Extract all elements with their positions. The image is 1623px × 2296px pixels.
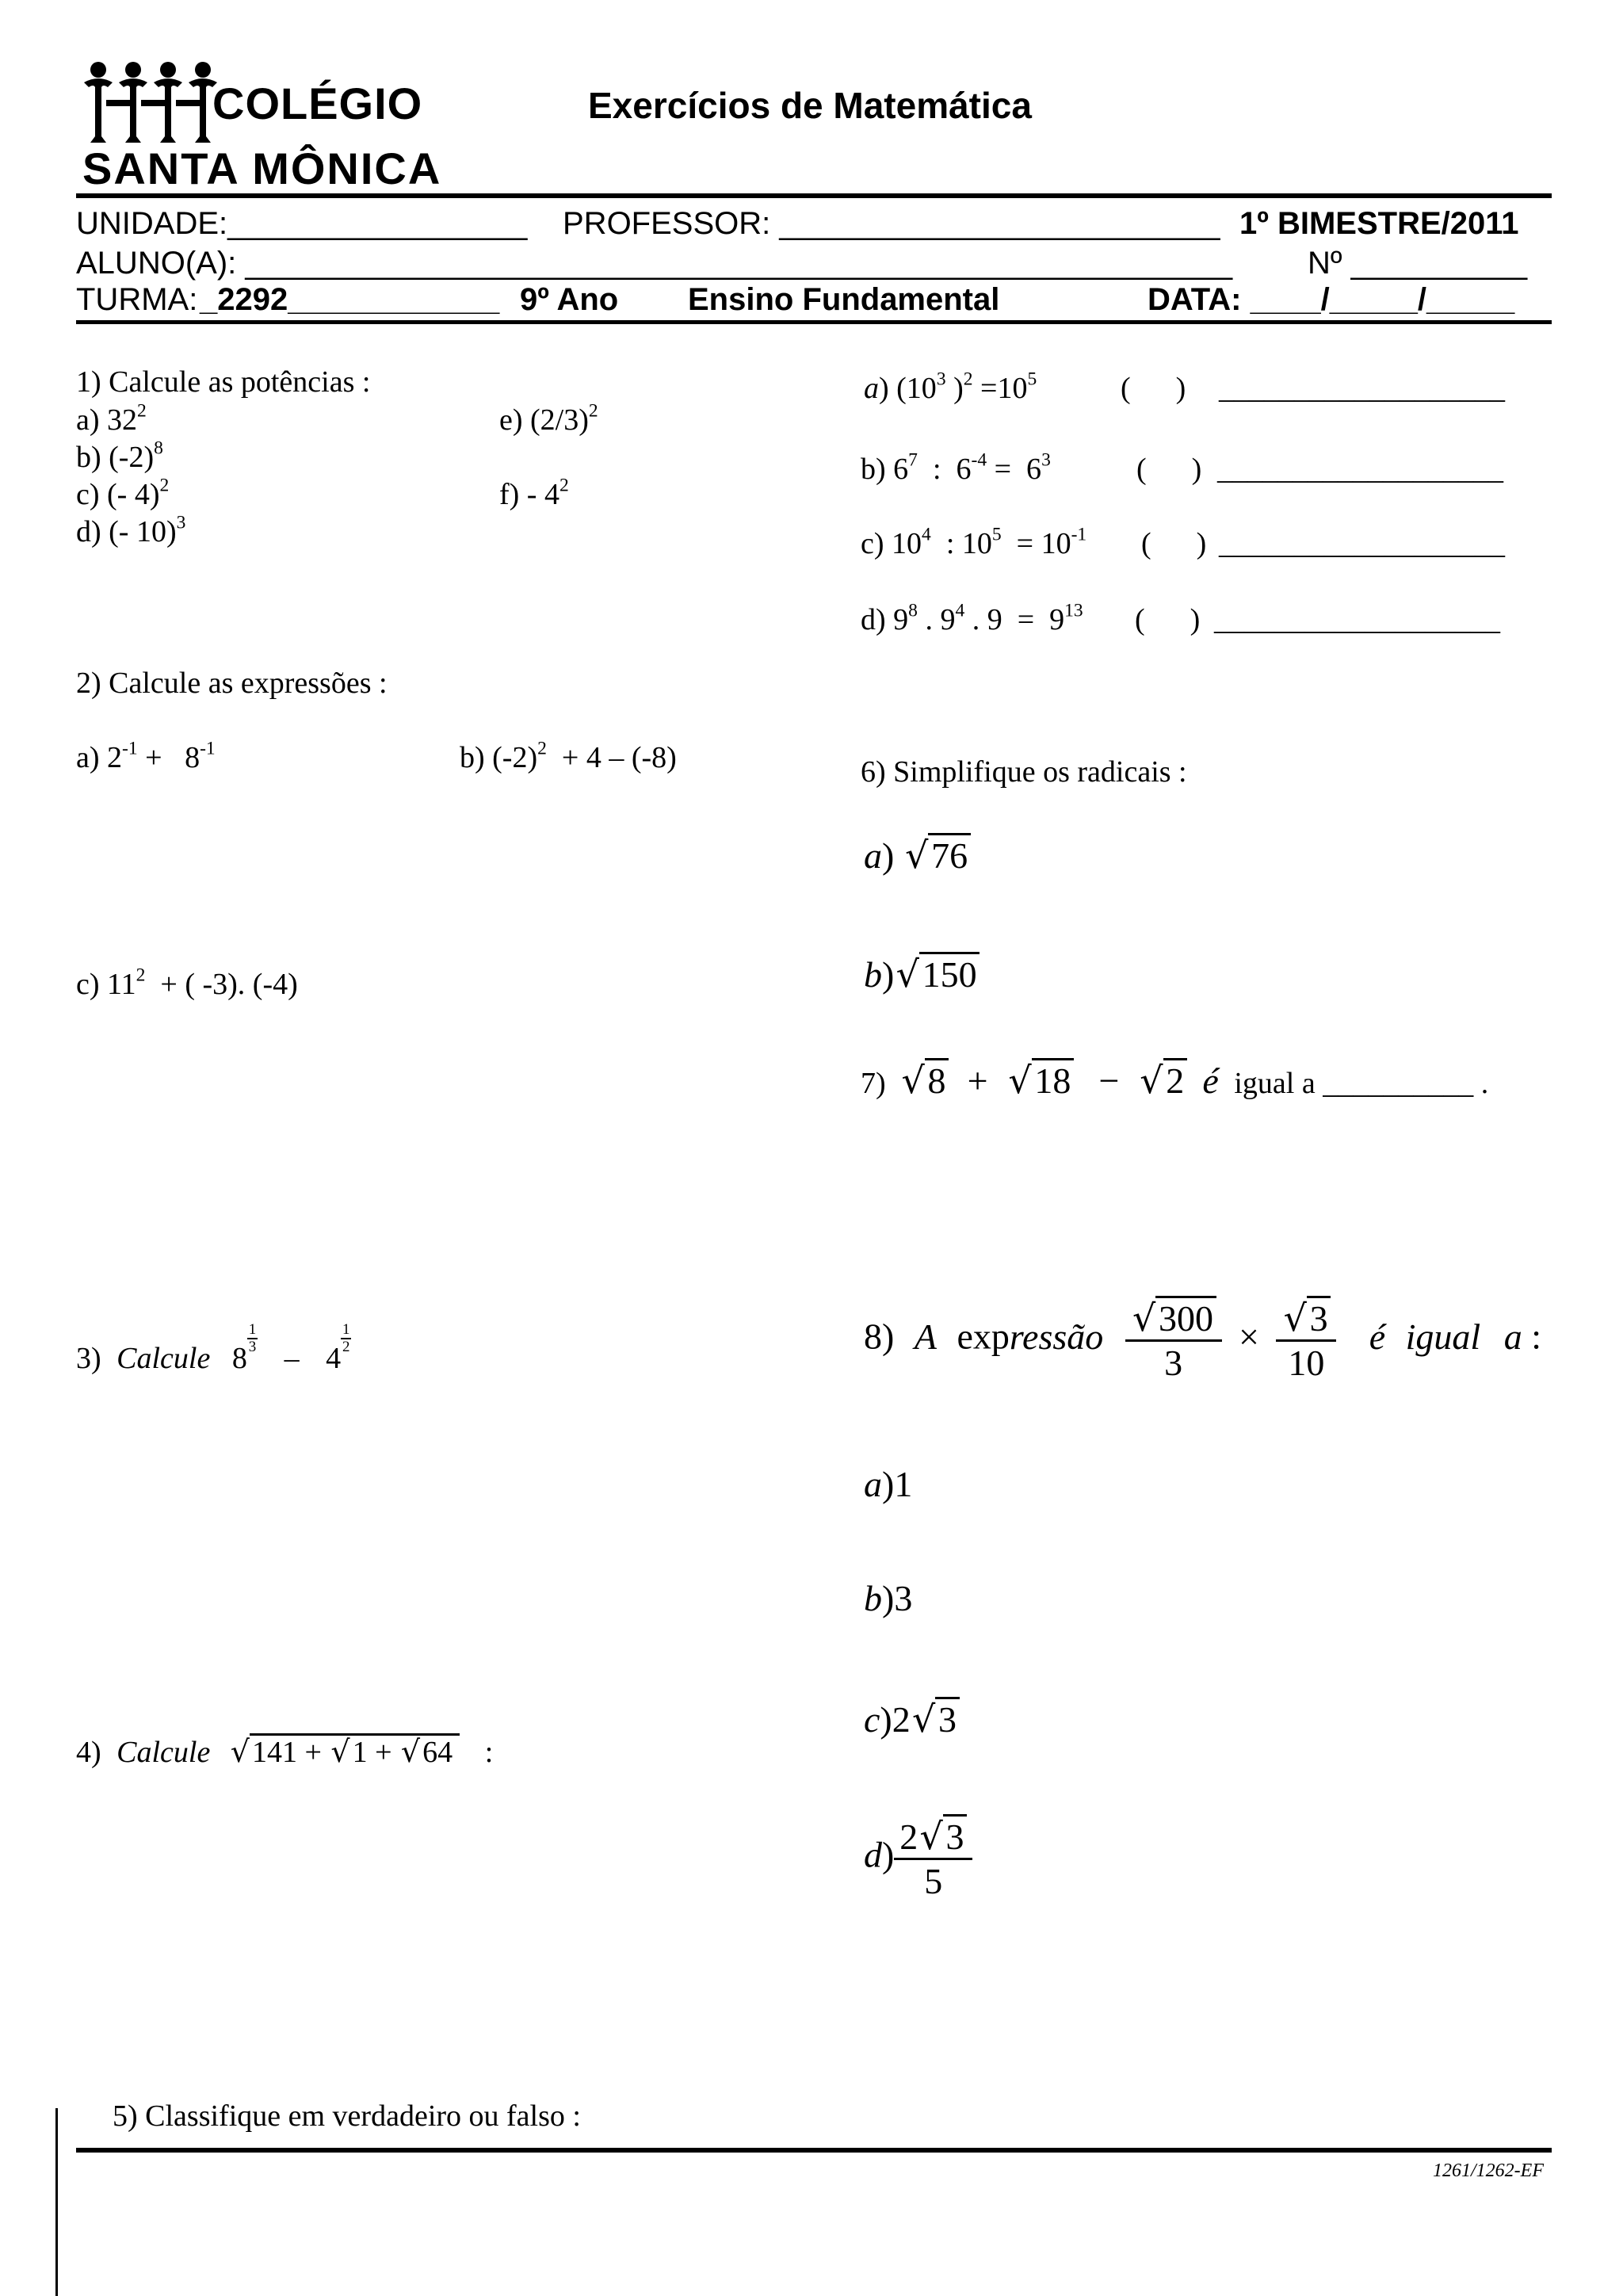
q5-item-c-answer[interactable]: ( ) [1141, 527, 1207, 560]
school-logo-figures-icon [82, 60, 219, 146]
q3-exponent-2: $\frac{1}{2}$ [342, 1321, 350, 1355]
q8-option-b: b)3 [864, 1578, 913, 1618]
unidade-field[interactable]: UNIDADE:_________________ [76, 206, 528, 241]
q5-item-a-answer[interactable]: ( ) [1121, 372, 1186, 405]
left-margin-rule [55, 2108, 58, 2296]
q8-option-c: c)2√3 [864, 1698, 960, 1740]
q2-title: 2) Calcule as expressões : [76, 667, 388, 700]
q8-option-d: d) $\frac{2√3}{5}$ [864, 1815, 972, 1902]
q1-title: 1) Calcule as potências : [76, 365, 371, 399]
q7-expression: 7) √8 + √18 − √2 é igual a __________ . [861, 1059, 1489, 1102]
page-title: Exercícios de Matemática [588, 85, 1032, 126]
q1-item-c: c) (- 4)$^2$ [76, 475, 170, 511]
q2-item-c: c) $11^2$ + ( -3). (-4) [76, 965, 298, 1001]
ensino-label: Ensino Fundamental [688, 282, 1000, 317]
q5-item-b-answer[interactable]: ( ) [1136, 453, 1202, 486]
q3-expression: 3) Calcule 8 $\frac{1}{3}$ – 4 $\frac{1}{2}$ [76, 1321, 350, 1375]
q6-title: 6) Simplifique os radicais : [861, 755, 1187, 789]
q1-item-d: d) (- 10)$^3$ [76, 512, 186, 548]
turma-label: TURMA: [76, 282, 198, 317]
professor-field[interactable]: PROFESSOR: _________________________ [563, 206, 1220, 241]
q5-item-d-answer[interactable]: ( ) [1135, 603, 1201, 636]
q8-fraction-1: $\frac{√300}{3}$ [1125, 1297, 1222, 1384]
bimestre-label: 1º BIMESTRE/2011 [1239, 206, 1519, 241]
q4-expression: 4) Calcule √141 + √1 + √64 : [76, 1734, 494, 1769]
header-bottom-rule [76, 320, 1552, 324]
q5-item-a-line[interactable]: ___________________ [1219, 372, 1505, 405]
school-name-line1: COLÉGIO [212, 78, 423, 128]
header-top-rule [76, 193, 1552, 198]
q5-item-c-line[interactable]: ___________________ [1219, 527, 1505, 560]
q5-item-d: d) $9^8$ . $9^4$ . $9 = 9^{13}$ [861, 600, 1083, 636]
q6-item-a: a) √76 [864, 834, 971, 877]
numero-field[interactable]: Nº __________ [1308, 246, 1528, 281]
q8-expression: 8) A expressão $\frac{√300}{3}$ × $\frac{√3}{10}$ é igual a : [864, 1297, 1541, 1383]
turma-value: _2292____________ [200, 282, 500, 317]
q1-item-a: a) $32^2$ [76, 400, 147, 437]
q8-fraction-2: $\frac{√3}{10}$ [1276, 1297, 1336, 1384]
q2-item-b: b) $(-2)^2 + 4 - (-8)$ [460, 738, 677, 774]
q2-item-a: a) $2^{-1} + 8^{-1}$ [76, 738, 216, 774]
footer-code: 1261/1262-EF [1433, 2160, 1544, 2181]
school-name-line2: SANTA MÔNICA [82, 143, 442, 193]
q3-exponent-1: $\frac{1}{3}$ [248, 1321, 257, 1355]
q5-item-b-line[interactable]: ___________________ [1217, 453, 1503, 486]
ano-label: 9º Ano [520, 282, 619, 317]
q4-outer-radical: √141 + √1 + √64 [229, 1734, 460, 1770]
q5-item-a: a) ($10^3$ )$^2 =10^5$ [864, 369, 1037, 405]
q1-item-f: $f) - 4^2$ [499, 475, 569, 511]
q1-item-b: b) $(-2)^8$ [76, 437, 163, 474]
data-field[interactable]: DATA: ____/_____/_____ [1148, 282, 1515, 317]
footer-rule [76, 2148, 1552, 2153]
q6-item-b: b)√150 [864, 953, 980, 995]
q5-item-d-line[interactable]: ___________________ [1214, 603, 1500, 636]
q5-item-b: b) $6^7$ : $6^{-4} = 6^3$ [861, 449, 1051, 486]
q1-item-e: e) $(2/3)^2$ [499, 400, 598, 437]
q5-title: 5) Classifique em verdadeiro ou falso : [113, 2099, 581, 2133]
q8-option-a: a)1 [864, 1464, 913, 1504]
q5-item-c: c) $10^4$ : $10^5 = 10^{-1}$ [861, 524, 1087, 560]
aluno-field[interactable]: ALUNO(A): ________________________________________________________ [76, 246, 1233, 281]
